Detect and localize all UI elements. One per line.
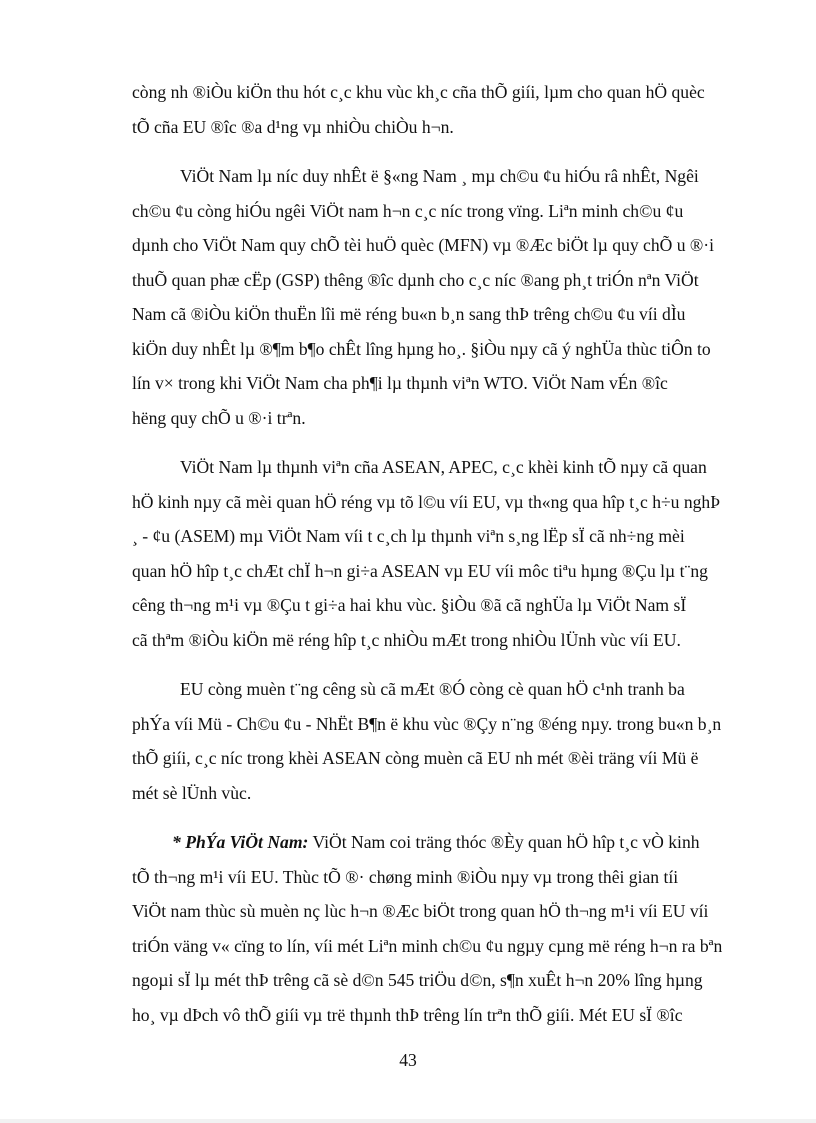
paragraph-4 [132, 672, 760, 810]
text-line: ¸ - ¢u (ASEM) mµ ViÖt Nam víi t c¸ch lµ thµnh viªn s¸ng lËp sÏ cã nh÷ng mèi [132, 526, 685, 546]
paragraph-2 [132, 159, 760, 435]
text-line: mét sè lÜnh vùc. [132, 782, 252, 803]
text-line: Nam cã ®iÒu kiÖn thuËn lîi më réng bu«n b¸n sang thÞ trêng ch©u ¢u víi dÌu [132, 304, 686, 324]
text-line: lín v× trong khi ViÖt Nam cha ph¶i lµ thµnh viªn WTO. ViÖt Nam vÉn ®îc [132, 373, 668, 393]
text-line: hëng quy chÕ u ®·i trªn. [132, 407, 306, 428]
text-line [132, 825, 760, 860]
text-line: ho¸ vµ dÞch vô thÕ giíi vµ trë thµnh thÞ trêng lín trªn thÕ giíi. Mét EU sÏ ®îc [132, 1004, 683, 1025]
text-line: ViÖt Nam lµ thµnh viªn cña ASEAN, APEC, c¸c khèi kinh tÕ nµy cã quan [180, 457, 707, 477]
paragraph-3 [132, 450, 760, 657]
text-line: tÕ cña EU ®îc ®a d¹ng vµ nhiÒu chiÒu h¬n. [132, 116, 454, 137]
section-lead: * PhÝa ViÖt Nam: [172, 832, 309, 852]
text-line-rest: ViÖt Nam coi träng thóc ®Èy quan hÖ hîp t¸c vÒ kinh [308, 832, 700, 852]
text-line: ch©u ¢u còng hiÓu ngêi ViÖt nam h¬n c¸c níc trong vïng. Liªn minh ch©u ¢u [132, 200, 684, 221]
text-line: thÕ giíi, c¸c níc trong khèi ASEAN còng muèn cã EU nh mét ®èi träng víi Mü ë [132, 748, 699, 768]
text-line: còng nh ®iÒu kiÖn thu hót c¸c khu vùc kh¸c cña thÕ giíi, lµm cho quan hÖ quèc [132, 82, 705, 102]
text-line: ngoµi sÏ lµ mét thÞ trêng cã sè d©n 545 triÖu d©n, s¶n xuÊt h¬n 20% lîng hµng [132, 970, 703, 990]
text-line: kiÖn duy nhÊt lµ ®¶m b¶o chÊt lîng hµng ho¸. §iÒu nµy cã ý nghÜa thùc tiÔn to [132, 338, 711, 359]
text-line: tÕ th¬ng m¹i víi EU. Thùc tÕ ®· chøng minh ®iÒu nµy vµ trong thêi gian tíi [132, 866, 679, 887]
body-text [132, 75, 760, 1047]
text-line: cã thªm ®iÒu kiÖn më réng hîp t¸c nhiÒu mÆt trong nhiÒu lÜnh vùc víi EU. [132, 629, 681, 650]
text-line: thuÕ quan phæ cËp (GSP) thêng ®îc dµnh cho c¸c níc ®ang ph¸t triÓn nªn ViÖt [132, 269, 699, 290]
page-bottom-edge [0, 1119, 816, 1123]
text-line: triÓn väng v« cïng to lín, víi mét Liªn minh ch©u ¢u ngµy cµng më réng h¬n ra bªn [132, 935, 723, 956]
text-line: EU còng muèn t¨ng cêng sù cã mÆt ®Ó còng cè quan hÖ c¹nh tranh ba [180, 679, 685, 699]
text-line: phÝa víi Mü - Ch©u ¢u - NhËt B¶n ë khu vùc ®Çy n¨ng ®éng nµy. trong bu«n b¸n [132, 713, 722, 734]
text-line: ViÖt nam thùc sù muèn nç lùc h¬n ®Æc biÖt trong quan hÖ th¬ng m¹i víi EU víi [132, 901, 709, 921]
text-line: cêng th¬ng m¹i vµ ®Çu t gi÷a hai khu vùc. §iÒu ®ã cã nghÜa lµ ViÖt Nam sÏ [132, 595, 687, 615]
text-line: ViÖt Nam lµ níc duy nhÊt ë §«ng Nam ¸ mµ ch©u ¢u hiÓu râ nhÊt, Ngêi [180, 166, 699, 186]
page-number: 43 [399, 1050, 417, 1070]
text-line: quan hÖ hîp t¸c chÆt chÏ h¬n gi÷a ASEAN vµ EU víi môc tiªu hµng ®Çu lµ t¨ng [132, 560, 708, 581]
paragraph-5 [132, 825, 760, 1032]
paragraph-1 [132, 75, 760, 144]
text-line: dµnh cho ViÖt Nam quy chÕ tèi huÖ quèc (MFN) vµ ®Æc biÖt lµ quy chÕ u ®·i [132, 235, 715, 255]
text-line: hÖ kinh nµy cã mèi quan hÖ réng vµ tõ l©u víi EU, vµ th«ng qua hîp t¸c h÷u nghÞ [132, 491, 721, 512]
